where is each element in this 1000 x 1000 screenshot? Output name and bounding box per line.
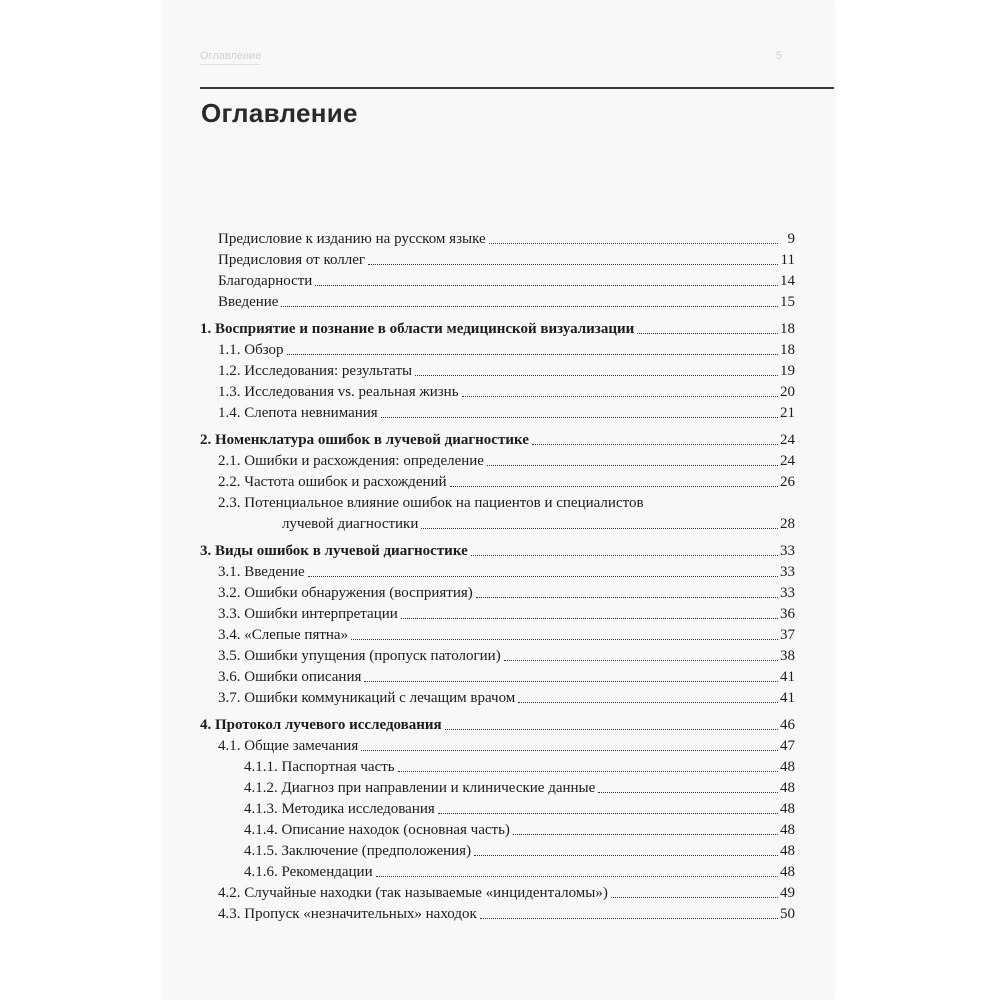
toc-entry-3-5[interactable]: 3.5. Ошибки упущения (пропуск патологии) 38 <box>218 648 795 664</box>
toc-chapter-1[interactable]: 1. Восприятие и познание в области медицинской визуализации 18 <box>200 321 795 337</box>
toc-entry-2-1[interactable]: 2.1. Ошибки и расхождения: определение 24 <box>218 453 795 469</box>
toc-entry-1-3[interactable]: 1.3. Исследования vs. реальная жизнь 20 <box>218 384 795 400</box>
toc-chapter-4[interactable]: 4. Протокол лучевого исследования 46 <box>200 717 795 733</box>
toc-entry-4-1-4[interactable]: 4.1.4. Описание находок (основная часть) 48 <box>244 822 795 838</box>
toc-entry-1-4[interactable]: 1.4. Слепота невнимания 21 <box>218 405 795 421</box>
toc-entry-preface-colleagues[interactable]: Предисловия от коллег 11 <box>218 252 795 268</box>
toc-entry-4-1-6[interactable]: 4.1.6. Рекомендации 48 <box>244 864 795 880</box>
toc-entry-3-1[interactable]: 3.1. Введение 33 <box>218 564 795 580</box>
toc-entry-4-1[interactable]: 4.1. Общие замечания 47 <box>218 738 795 754</box>
toc-entry-4-1-1[interactable]: 4.1.1. Паспортная часть 48 <box>244 759 795 775</box>
toc-entry-4-2[interactable]: 4.2. Случайные находки (так называемые «инциденталомы») 49 <box>218 885 795 901</box>
toc-entry-acknowledgements[interactable]: Благодарности 14 <box>218 273 795 289</box>
page-number: 5 <box>776 50 783 62</box>
page-title: Оглавление <box>201 98 358 128</box>
toc-entry-3-2[interactable]: 3.2. Ошибки обнаружения (восприятия) 33 <box>218 585 795 601</box>
toc-entry-introduction[interactable]: Введение 15 <box>218 294 795 310</box>
toc-entry-preface-russian[interactable]: Предисловие к изданию на русском языке 9 <box>218 231 795 247</box>
header-rule <box>200 87 834 89</box>
toc-chapter-3[interactable]: 3. Виды ошибок в лучевой диагностике 33 <box>200 543 795 559</box>
running-head: Оглавление <box>200 50 261 65</box>
toc-entry-2-2[interactable]: 2.2. Частота ошибок и расхождений 26 <box>218 474 795 490</box>
toc-entry-3-7[interactable]: 3.7. Ошибки коммуникаций с лечащим врачом 41 <box>218 690 795 706</box>
toc-entry-1-1[interactable]: 1.1. Обзор 18 <box>218 342 795 358</box>
toc-chapter-2[interactable]: 2. Номенклатура ошибок в лучевой диагностике 24 <box>200 432 795 448</box>
toc-entry-4-3[interactable]: 4.3. Пропуск «незначительных» находок 50 <box>218 906 795 922</box>
toc-entry-3-4[interactable]: 3.4. «Слепые пятна» 37 <box>218 627 795 643</box>
toc-entry-2-3-continuation[interactable]: лучевой диагностики 28 <box>282 516 795 532</box>
toc-entry-4-1-2[interactable]: 4.1.2. Диагноз при направлении и клинические данные 48 <box>244 780 795 796</box>
toc-entry-3-3[interactable]: 3.3. Ошибки интерпретации 36 <box>218 606 795 622</box>
toc-entry-4-1-3[interactable]: 4.1.3. Методика исследования 48 <box>244 801 795 817</box>
toc-entry-1-2[interactable]: 1.2. Исследования: результаты 19 <box>218 363 795 379</box>
toc-entry-2-3[interactable]: 2.3. Потенциальное влияние ошибок на пациентов и специалистов <box>218 495 644 511</box>
toc-entry-4-1-5[interactable]: 4.1.5. Заключение (предположения) 48 <box>244 843 795 859</box>
toc-entry-3-6[interactable]: 3.6. Ошибки описания 41 <box>218 669 795 685</box>
table-of-contents <box>200 227 795 923</box>
